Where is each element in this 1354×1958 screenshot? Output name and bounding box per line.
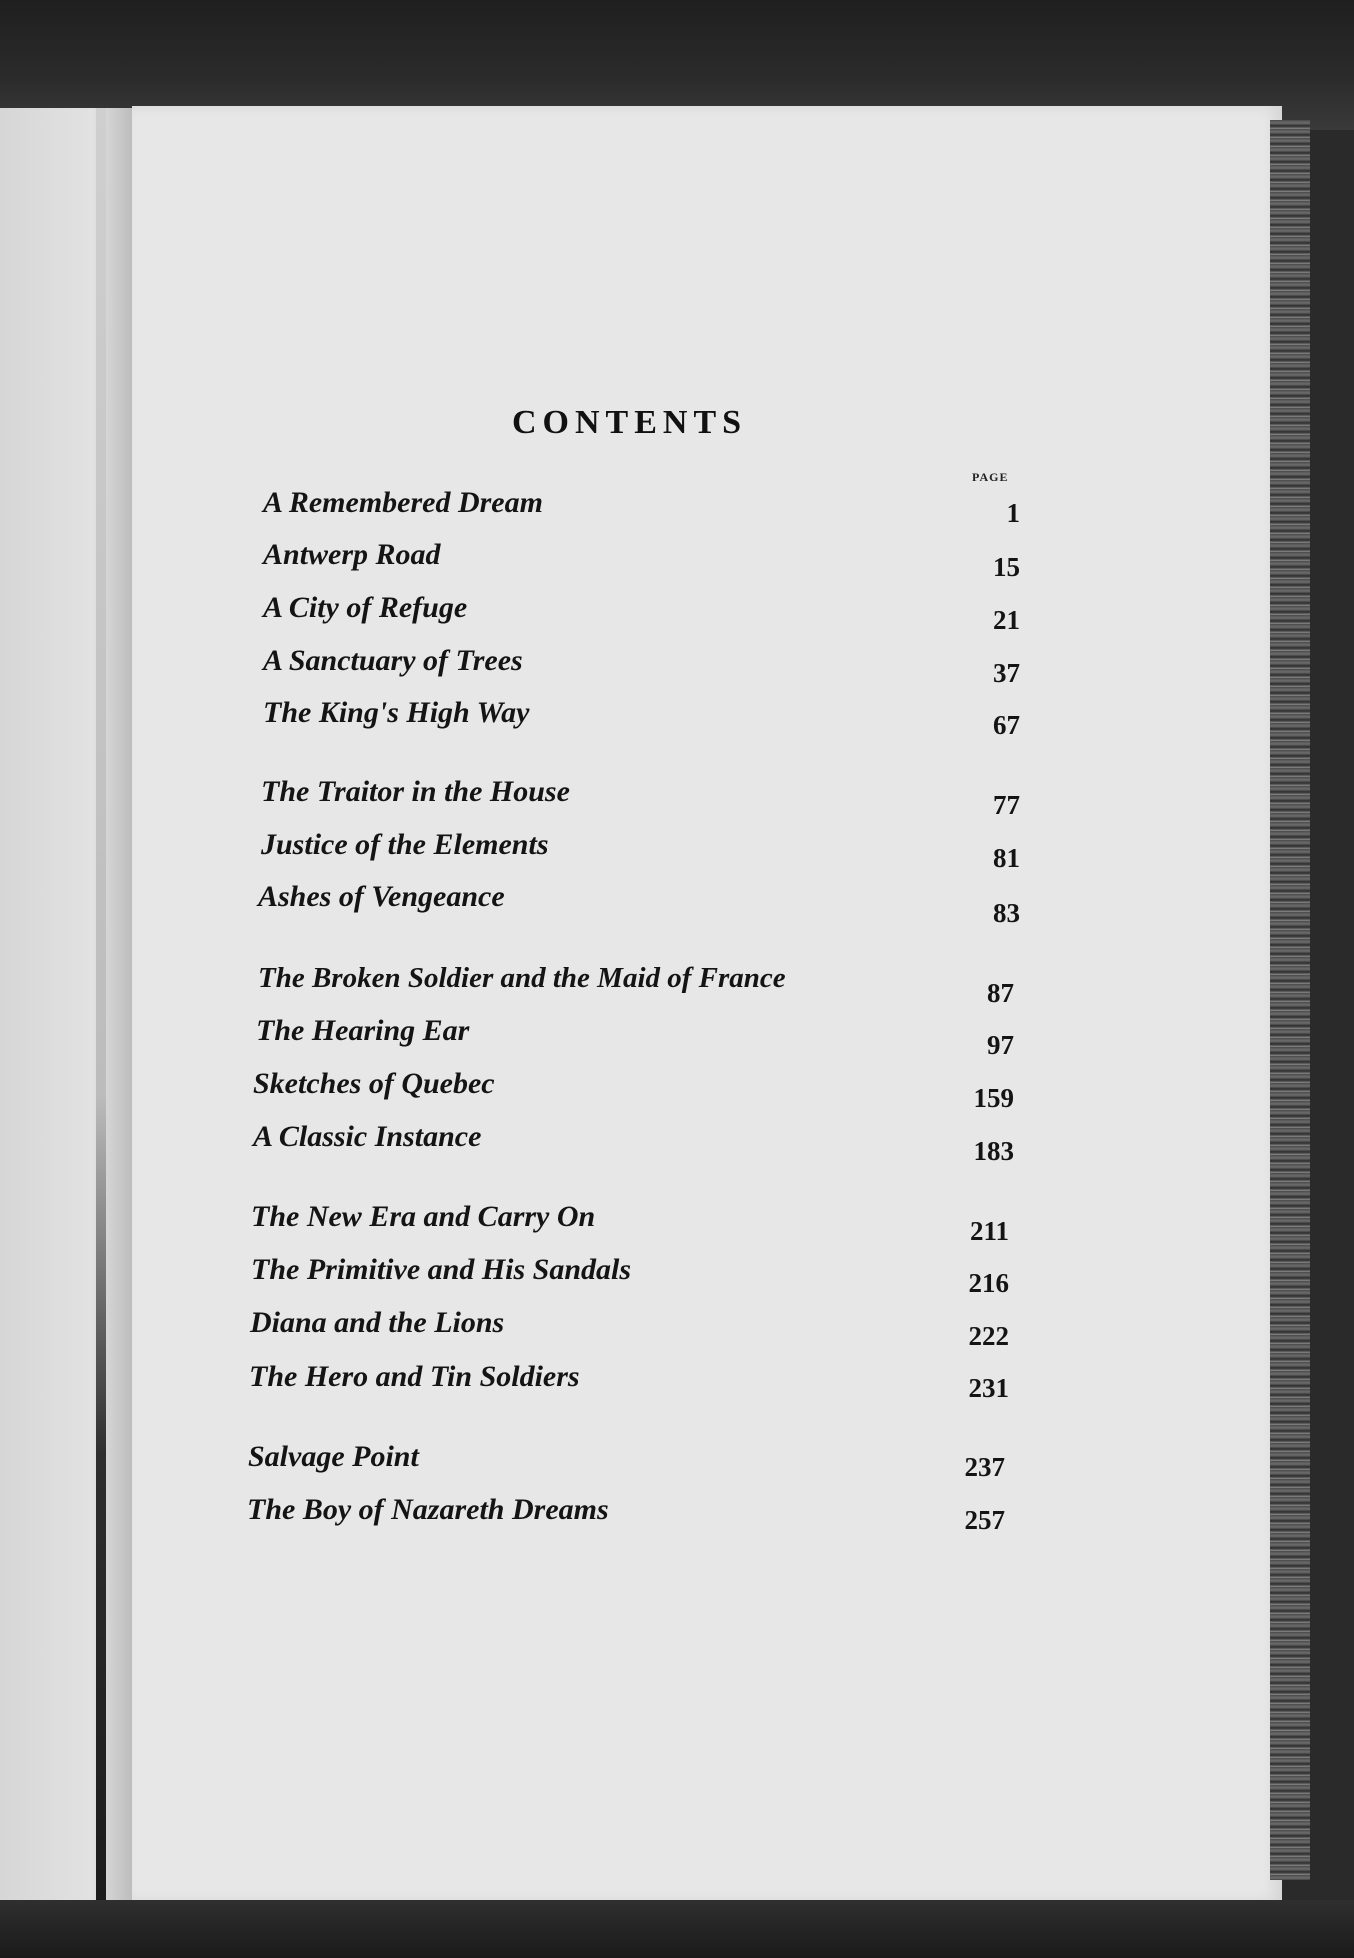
toc-entry-page: 81	[993, 843, 1020, 873]
toc-entry-title: The Broken Soldier and the Maid of France	[258, 962, 786, 994]
facing-page	[0, 108, 132, 1903]
toc-entry-page: 159	[973, 1083, 1014, 1113]
book-page	[132, 106, 1282, 1902]
toc-entry-page: 237	[964, 1452, 1005, 1482]
toc-entry-page: 67	[993, 710, 1020, 740]
toc-entry-page: 257	[964, 1505, 1005, 1535]
toc-entry-page: 183	[973, 1136, 1014, 1166]
toc-entry-title: Diana and the Lions	[250, 1306, 505, 1339]
toc-entry-page: 15	[993, 552, 1020, 582]
toc-entry-title: The King's High Way	[263, 696, 530, 729]
toc-entry-title: Sketches of Quebec	[253, 1067, 495, 1100]
toc-entry-title: Ashes of Vengeance	[258, 880, 505, 913]
toc-entry-page: 37	[993, 658, 1020, 688]
toc-entry-page: 87	[987, 978, 1014, 1008]
toc-entry-title: A Sanctuary of Trees	[263, 644, 523, 677]
toc-entry-title: Antwerp Road	[263, 538, 441, 571]
toc-entry-title: The Primitive and His Sandals	[251, 1253, 632, 1286]
toc-entry-title: The Boy of Nazareth Dreams	[247, 1493, 609, 1526]
toc-entry-title: The New Era and Carry On	[251, 1200, 596, 1233]
toc-entry-page: 77	[993, 790, 1020, 820]
book-gutter	[96, 108, 106, 1903]
toc-entry-page: 21	[993, 605, 1020, 635]
contents-heading: CONTENTS	[512, 404, 748, 441]
toc-entry-page: 83	[993, 898, 1020, 928]
scan-background-bottom	[0, 1900, 1354, 1958]
toc-entry-page: 1	[1006, 498, 1020, 528]
toc-entry-page: 216	[968, 1268, 1009, 1298]
toc-entry-title: A Classic Instance	[253, 1120, 482, 1153]
toc-entry-title: The Hearing Ear	[256, 1014, 470, 1047]
toc-entry-title: A Remembered Dream	[263, 486, 543, 519]
toc-entry-title: Justice of the Elements	[261, 828, 549, 861]
toc-entry-page: 97	[987, 1030, 1014, 1060]
toc-entry-page: 211	[969, 1216, 1009, 1246]
toc-entry-page: 222	[968, 1321, 1009, 1351]
toc-entry-title: The Traitor in the House	[261, 775, 570, 808]
toc-entry-page: 231	[968, 1373, 1009, 1403]
toc-entry-title: A City of Refuge	[263, 591, 468, 624]
toc-entry-title: Salvage Point	[248, 1440, 419, 1473]
page-edges	[1270, 120, 1310, 1880]
page-column-label: PAGE	[972, 470, 1009, 484]
toc-entry-title: The Hero and Tin Soldiers	[249, 1360, 580, 1393]
